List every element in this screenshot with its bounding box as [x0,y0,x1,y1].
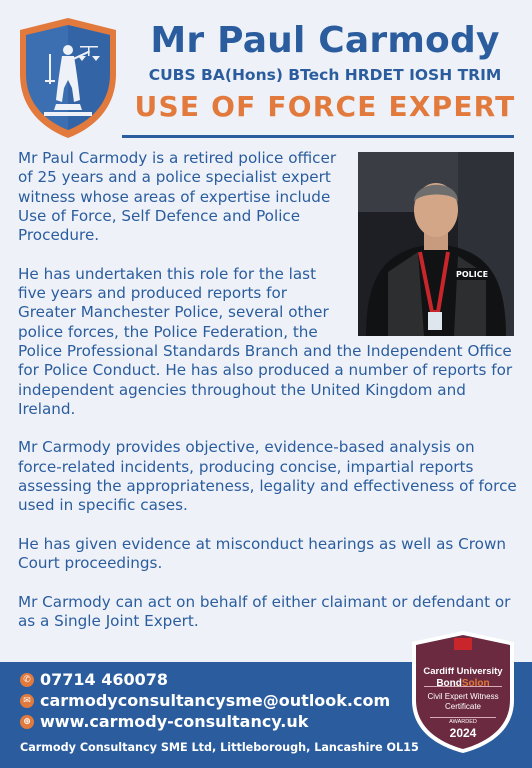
web-icon: ⊕ [20,715,34,729]
vest-label: POLICE [456,270,489,279]
scales-of-justice-logo [16,16,120,140]
bio-paragraph-4: He has given evidence at misconduct hearings as well as Crown Court proceedings. [18,534,507,573]
bio-paragraph-2-continued: Police Professional Standards Branch and the Independent Office for Police Conduct. He has also produced a number of reports for independent agencies throughout the United Kingdom and Ireland. [18,341,513,418]
badge-partner-a: Bond [436,678,462,689]
bio-paragraph-5: Mr Carmody can act on behalf of either claimant or defendant or as a Single Joint Expert. [18,592,511,631]
role-title: USE OF FORCE EXPERT [134,90,516,123]
badge-partners [410,678,516,689]
biography [18,149,518,651]
bio-paragraph-2: He has undertaken this role for the last five years and produced reports for Greater Manchester Police, several other police forces, the Police Federation, the [18,264,329,341]
email-icon: ✉ [20,694,34,708]
email-row[interactable] [20,691,390,710]
phone-icon: ✆ [20,673,34,687]
phone-row[interactable] [20,670,168,689]
website-row[interactable] [20,712,308,731]
header-divider [122,135,514,138]
credentials: CUBS BA(Hons) BTech HRDET IOSH TRIM [148,66,502,84]
badge-university: Cardiff University [423,666,503,677]
email-link[interactable]: carmodyconsultancysme@outlook.com [40,691,391,710]
badge-certificate: Civil Expert Witness Certificate [427,692,499,711]
bio-paragraph-1: Mr Paul Carmody is a retired police officer of 25 years and a police specialist expert witness whose areas of expertise include Use of Force, Self Defence and Police Procedure. [18,149,337,245]
expert-name: Mr Paul Carmody [150,20,500,61]
badge-awarded-label: AWARDED [449,719,477,725]
phone-number[interactable]: 07714 460078 [40,670,169,689]
company-address: Carmody Consultancy SME Ltd, Littleborough, Lancashire OL15 [20,741,419,754]
badge-year: 2024 [449,726,477,740]
website-link[interactable]: www.carmody-consultancy.uk [40,712,309,731]
badge-partner-b: Solon [461,678,490,689]
bio-paragraph-3: Mr Carmody provides objective, evidence-based analysis on force-related incidents, producing concise, impartial reports assessing the appropriateness, legality and effectiveness of force used in specific cases. [18,438,517,515]
